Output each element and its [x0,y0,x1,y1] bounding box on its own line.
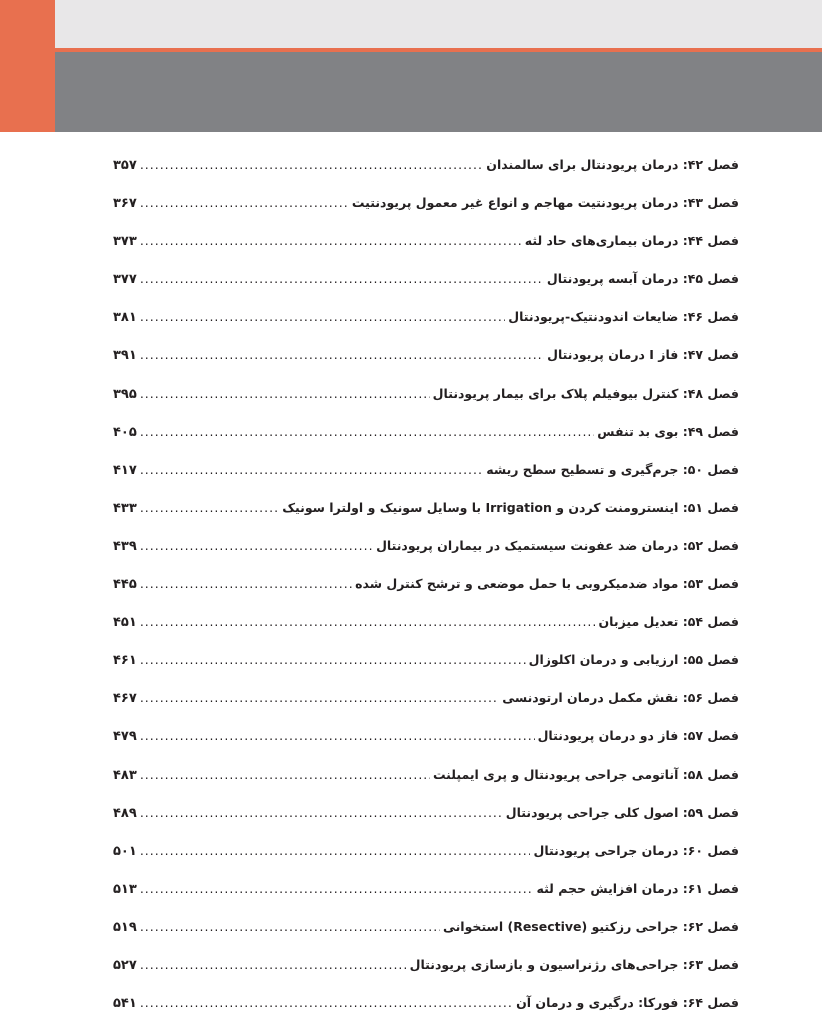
leader-dots [140,576,352,591]
table-of-contents [113,157,739,1033]
toc-entry[interactable] [113,919,739,957]
leader-dots [140,271,544,286]
toc-title: فصل ۵۹: اصول کلی جراحی پریودنتال [505,804,739,820]
toc-page-number: ۵۰۱ [113,843,137,859]
toc-page-number: ۳۹۵ [113,386,137,402]
leader-dots [140,195,349,210]
toc-entry[interactable] [113,538,739,576]
toc-entry[interactable] [113,614,739,652]
toc-entry[interactable] [113,309,739,347]
toc-entry[interactable] [113,462,739,500]
toc-title: فصل ۴۲: درمان پریودنتال برای سالمندان [486,157,739,172]
header-top-band [0,0,822,48]
toc-page-number: ۳۷۳ [113,234,137,250]
leader-dots [140,309,505,324]
toc-page-number: ۴۸۳ [113,767,137,783]
leader-dots [140,157,483,172]
toc-title: فصل ۴۸: کنترل بیوفیلم پلاک برای بیمار پریودنتال [432,385,739,401]
toc-title: فصل ۵۷: فاز دو درمان پریودنتال [537,728,739,744]
toc-title: فصل ۵۶: نقش مکمل درمان ارتودنسی [502,690,739,706]
toc-title: فصل ۴۶: ضایعات اندودنتیک-پریودنتال [508,309,739,325]
toc-entry[interactable] [113,576,739,614]
toc-title: فصل ۶۱: درمان افزایش حجم لثه [536,880,739,896]
leader-dots [140,881,534,896]
toc-page-number: ۴۶۷ [113,691,137,707]
toc-page-number: ۵۲۷ [113,957,137,973]
toc-page-number: ۴۸۹ [113,805,137,821]
toc-title: فصل ۴۹: بوی بد تنفس [597,423,739,439]
toc-title: فصل ۶۲: جراحی رزکتیو (Resective) استخوانی [442,918,739,934]
leader-dots [140,424,594,439]
toc-title: فصل ۵۲: درمان ضد عفونت سیستمیک در بیماران پریودنتال [376,537,739,553]
toc-entry[interactable] [113,690,739,728]
toc-title: فصل ۵۸: آناتومی جراحی پریودنتال و پری ایمپلنت [432,766,739,782]
leader-dots [140,995,513,1010]
toc-title: فصل ۵۳: مواد ضدمیکروبی با حمل موضعی و ترشح کنترل شده [355,576,739,592]
toc-entry[interactable] [113,424,739,462]
toc-entry[interactable] [113,500,739,538]
toc-page-number: ۴۳۳ [113,500,137,516]
toc-page-number: ۴۶۱ [113,653,137,669]
leader-dots [140,767,430,782]
toc-page-number: ۳۵۷ [113,158,137,173]
toc-title: فصل ۵۰: جرم‌گیری و تسطیح سطح ریشه [486,461,739,477]
toc-title: فصل ۶۰: درمان جراحی پریودنتال [533,842,739,858]
toc-page-number: ۵۱۹ [113,919,137,935]
toc-title: فصل ۴۷: فاز I درمان پریودنتال [547,347,739,363]
corner-accent-block [0,0,55,132]
leader-dots [140,538,373,553]
toc-entry[interactable] [113,843,739,881]
leader-dots [140,728,535,743]
leader-dots [140,614,596,629]
toc-entry[interactable] [113,347,739,385]
leader-dots [140,805,503,820]
toc-page-number: ۳۶۷ [113,196,137,212]
toc-page-number: ۵۴۱ [113,996,137,1012]
leader-dots [140,919,440,934]
toc-page-number: ۴۳۹ [113,538,137,554]
leader-dots [140,652,526,667]
toc-entry[interactable] [113,767,739,805]
header-gray-band [0,52,822,132]
toc-page-number: ۵۱۳ [113,881,137,897]
toc-title: فصل ۵۵: ارزیابی و درمان اکلوزال [528,652,739,668]
toc-title: فصل ۶۴: فورکا: درگیری و درمان آن [516,995,739,1011]
leader-dots [140,462,483,477]
leader-dots [140,690,499,705]
toc-title: فصل ۶۳: جراحی‌های رژنراسیون و بازسازی پریودنتال [409,956,739,972]
toc-entry[interactable] [113,728,739,766]
leader-dots [140,233,522,248]
toc-page-number: ۴۷۹ [113,729,137,745]
leader-dots [140,347,544,362]
toc-entry[interactable] [113,881,739,919]
toc-page-number: ۳۸۱ [113,310,137,326]
leader-dots [140,500,279,515]
leader-dots [140,386,430,401]
leader-dots [140,957,407,972]
toc-entry[interactable] [113,195,739,233]
toc-entry[interactable] [113,271,739,309]
toc-entry[interactable] [113,157,739,195]
toc-entry[interactable] [113,957,739,995]
toc-entry[interactable] [113,386,739,424]
leader-dots [140,843,531,858]
toc-title: فصل ۴۳: درمان پریودنتیت مهاجم و انواع غیر معمول پریودنتیت [351,195,739,211]
toc-page-number: ۴۱۷ [113,462,137,478]
toc-title: فصل ۵۴: تعدیل میزبان [598,614,739,630]
toc-title: فصل ۴۵: درمان آبسه پریودنتال [546,271,739,287]
toc-page-number: ۴۰۵ [113,424,137,440]
toc-entry[interactable] [113,652,739,690]
toc-page-number: ۳۷۷ [113,272,137,288]
toc-entry[interactable] [113,805,739,843]
toc-entry[interactable] [113,233,739,271]
toc-entry[interactable] [113,995,739,1033]
toc-page-number: ۴۴۵ [113,577,137,593]
toc-title: فصل ۵۱: اینسترومنت کردن و Irrigation با وسایل سونیک و اولترا سونیک [282,499,739,515]
toc-page-number: ۴۵۱ [113,615,137,631]
toc-page-number: ۳۹۱ [113,348,137,364]
toc-title: فصل ۴۴: درمان بیماری‌های حاد لثه [524,233,739,249]
